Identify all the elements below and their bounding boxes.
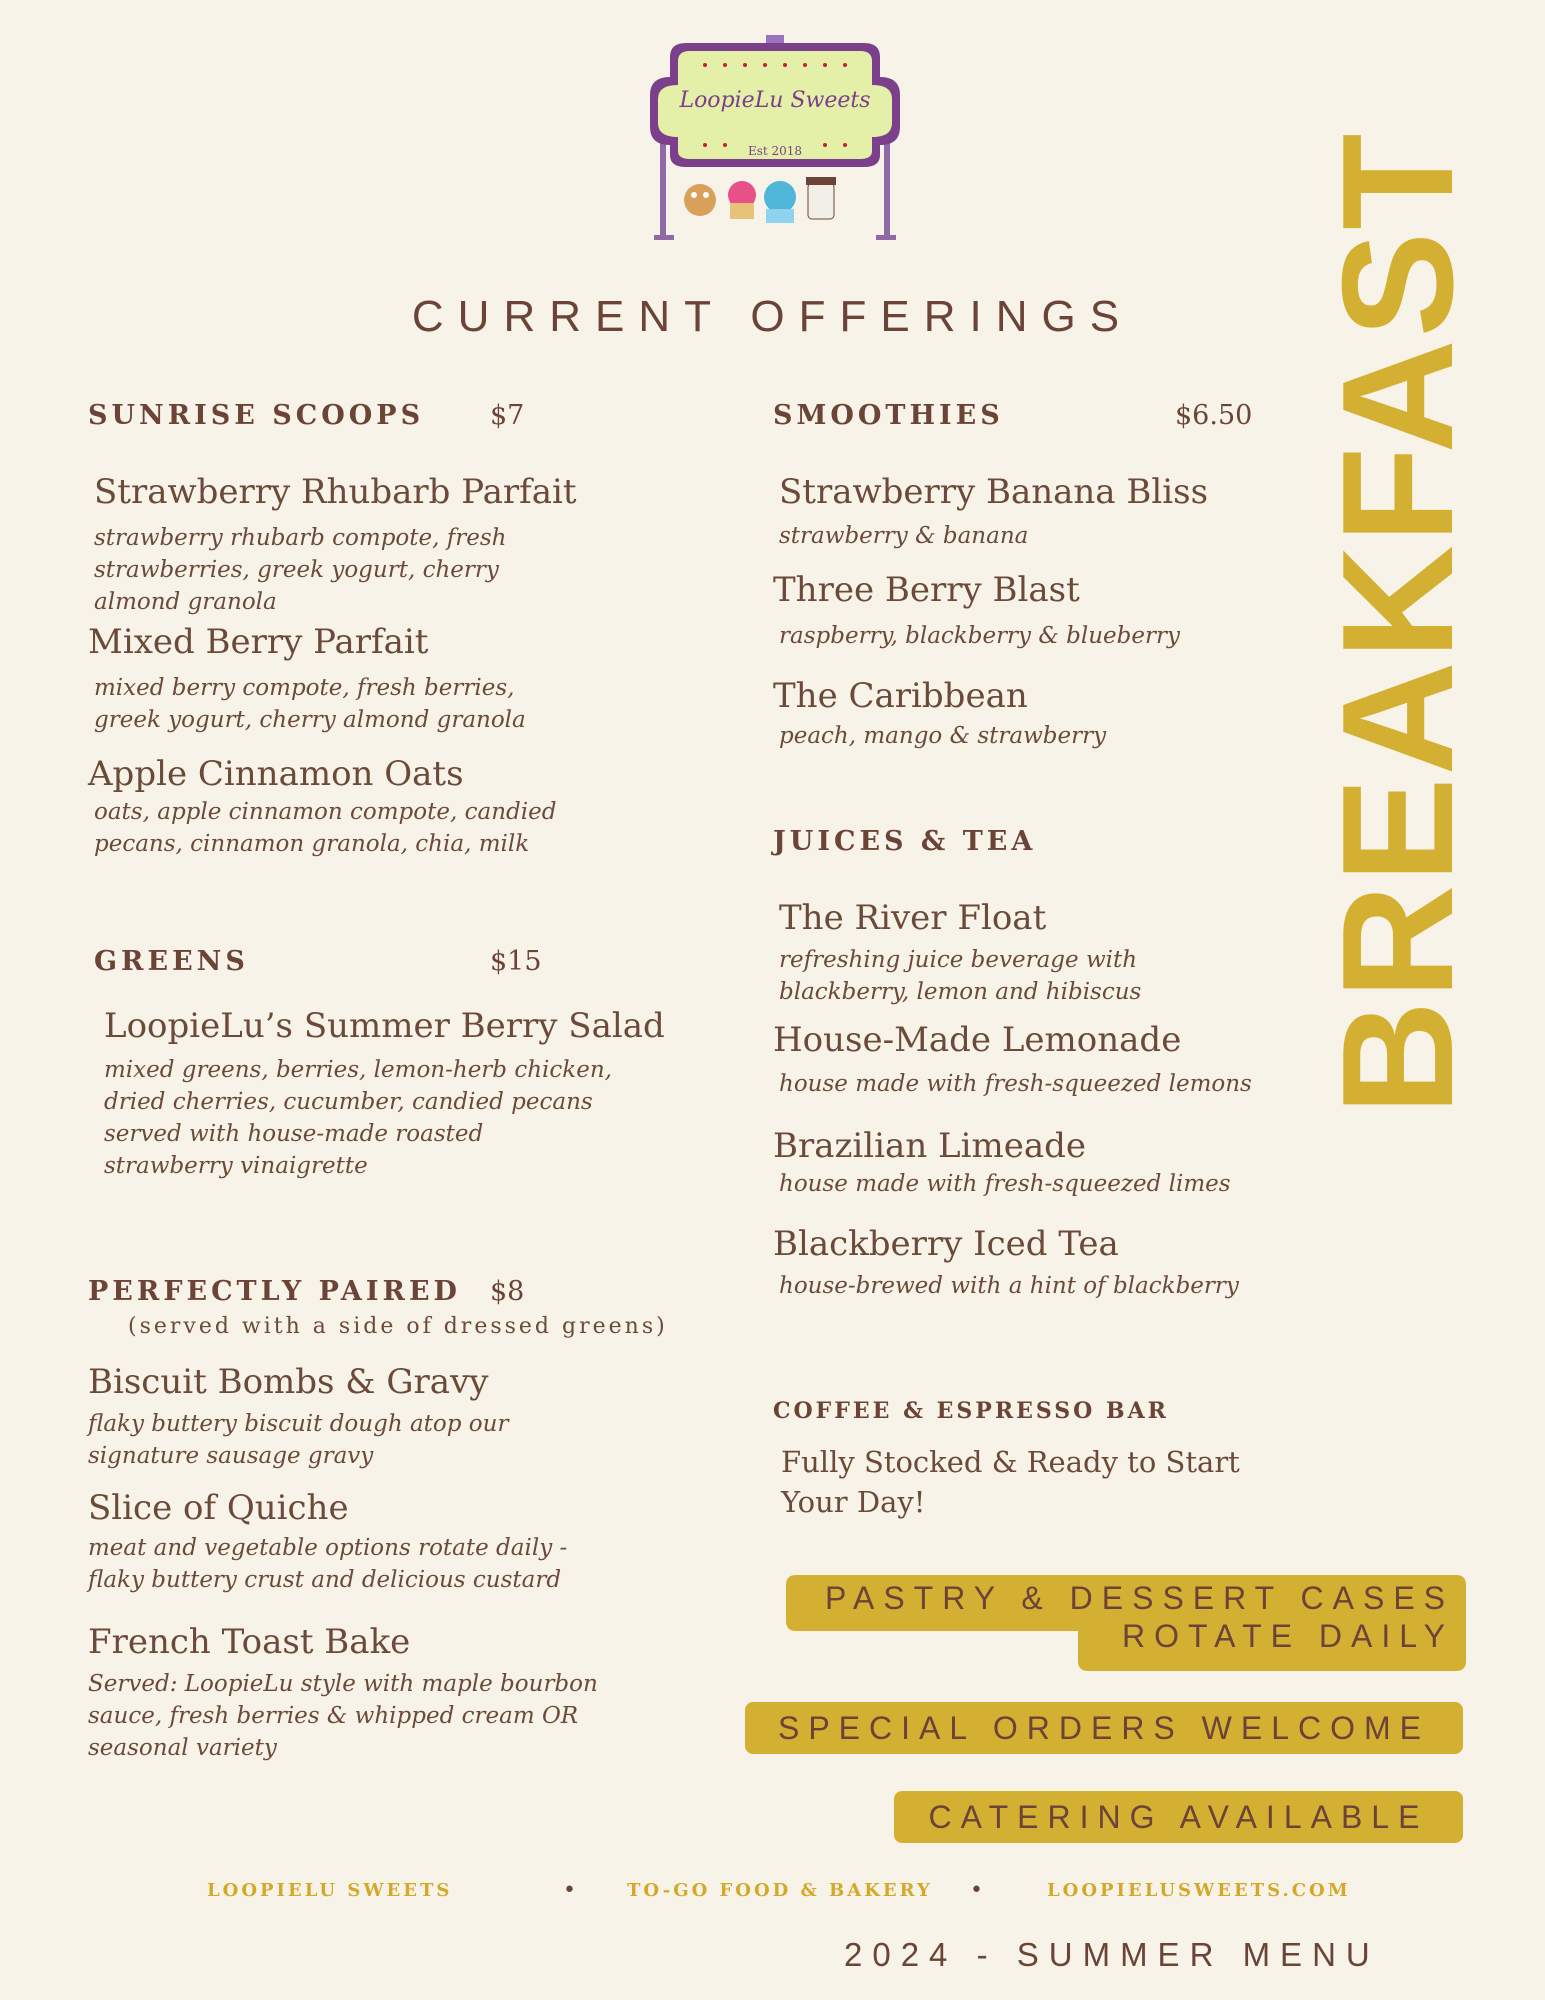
- item-name: The Caribbean: [773, 676, 1028, 716]
- item-description: refreshing juice beverage with blackberry, lemon and hibiscus: [779, 947, 1142, 1005]
- section-title-coffee-espresso: COFFEE & ESPRESSO BAR: [773, 1398, 1169, 1424]
- item-description: oats, apple cinnamon compote, candied pecans, cinnamon granola, chia, milk: [94, 799, 557, 857]
- item-description: house made with fresh-squeezed limes: [779, 1171, 1231, 1197]
- item-name: Blackberry Iced Tea: [773, 1224, 1119, 1264]
- item-name: Strawberry Rhubarb Parfait: [94, 472, 577, 512]
- item-description: house made with fresh-squeezed lemons: [779, 1071, 1252, 1097]
- item-description: house-brewed with a hint of blackberry: [779, 1273, 1239, 1299]
- item-name: House-Made Lemonade: [773, 1020, 1182, 1060]
- footer-brand: LOOPIELU SWEETS: [207, 1880, 453, 1901]
- item-description: strawberry rhubarb compote, fresh strawberries, greek yogurt, cherry almond granola: [94, 525, 507, 615]
- section-title-perfectly-paired: PERFECTLY PAIRED: [88, 1276, 461, 1307]
- item-description: mixed berry compote, fresh berries, greek yogurt, cherry almond granola: [94, 675, 526, 733]
- section-price-perfectly-paired: $8: [490, 1276, 525, 1307]
- footer-separator-dot: •: [970, 1878, 983, 1903]
- logo-name-text: LoopieLu Sweets: [679, 88, 871, 113]
- section-price-smoothies: $6.50: [1175, 400, 1253, 431]
- section-title-greens: GREENS: [94, 946, 249, 977]
- item-name: Biscuit Bombs & Gravy: [88, 1362, 489, 1402]
- pastry-cases-badge: PASTRY & DESSERT CASES ROTATE DAILY: [786, 1575, 1466, 1671]
- coffee-description: Fully Stocked & Ready to Start Your Day!: [781, 1445, 1240, 1519]
- item-name: Strawberry Banana Bliss: [779, 472, 1209, 512]
- footer-separator-dot: •: [563, 1878, 576, 1903]
- item-description: peach, mango & strawberry: [779, 723, 1107, 749]
- footer-website-link[interactable]: LOOPIELUSWEETS.COM: [1047, 1880, 1351, 1901]
- loopielu-sweets-logo: [630, 35, 920, 245]
- menu-season-title: 2024 - SUMMER MENU: [844, 1936, 1380, 1973]
- item-name: Mixed Berry Parfait: [88, 622, 429, 662]
- logo-est-text: Est 2018: [747, 144, 803, 158]
- section-note: (served with a side of dressed greens): [128, 1314, 668, 1339]
- catering-badge: CATERING AVAILABLE: [894, 1791, 1463, 1843]
- section-price-sunrise-scoops: $7: [490, 400, 525, 431]
- section-title-juices-tea: JUICES & TEA: [773, 826, 1037, 857]
- item-description: raspberry, blackberry & blueberry: [779, 623, 1180, 649]
- breakfast-side-title: BREAKFAST: [1310, 131, 1486, 1115]
- item-name: LoopieLu’s Summer Berry Salad: [104, 1006, 665, 1046]
- section-price-greens: $15: [490, 946, 542, 977]
- item-description: strawberry & banana: [779, 523, 1029, 549]
- item-name: Apple Cinnamon Oats: [88, 754, 464, 794]
- item-description: Served: LoopieLu style with maple bourbon sauce, fresh berries & whipped cream OR seasonal variety: [88, 1671, 598, 1761]
- item-name: Three Berry Blast: [773, 570, 1080, 610]
- section-title-sunrise-scoops: SUNRISE SCOOPS: [88, 400, 425, 431]
- item-description: meat and vegetable options rotate daily - flaky buttery crust and delicious custard: [88, 1535, 568, 1593]
- section-title-smoothies: SMOOTHIES: [773, 400, 1004, 431]
- item-description: flaky buttery biscuit dough atop our signature sausage gravy: [88, 1411, 509, 1469]
- footer-tagline: TO-GO FOOD & BAKERY: [627, 1880, 933, 1901]
- item-name: French Toast Bake: [88, 1622, 411, 1662]
- item-name: The River Float: [779, 898, 1047, 938]
- special-orders-badge: SPECIAL ORDERS WELCOME: [745, 1702, 1463, 1754]
- item-name: Brazilian Limeade: [773, 1126, 1086, 1166]
- item-name: Slice of Quiche: [88, 1488, 349, 1528]
- item-description: mixed greens, berries, lemon-herb chicken, dried cherries, cucumber, candied pecans served with house-made roasted strawberry vinaigrette: [104, 1057, 612, 1179]
- page-title: CURRENT OFFERINGS: [411, 292, 1134, 341]
